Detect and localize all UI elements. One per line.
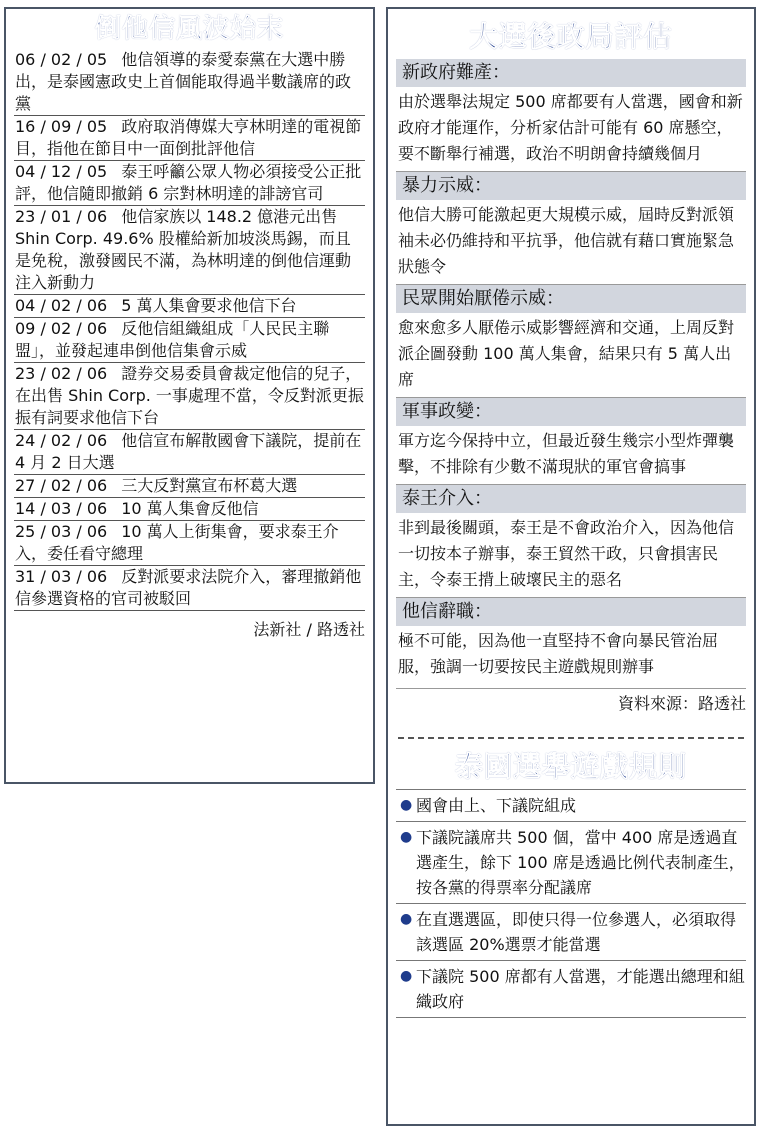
timeline-item (14, 363, 365, 430)
bullet-icon: ● (400, 968, 413, 984)
timeline-title: 倒他信風波始末 (94, 14, 284, 44)
timeline-date: 16 / 09 / 05 (15, 117, 108, 136)
rule-item (396, 822, 746, 904)
rule-item (396, 904, 746, 961)
assessment-panel (386, 7, 756, 1126)
assessment-title: 大選後政局評估 (469, 20, 673, 53)
timeline-date: 27 / 02 / 06 (15, 476, 108, 495)
timeline-text: 5 萬人集會要求他信下台 (121, 296, 297, 315)
assessment-section (396, 398, 746, 485)
timeline-item (14, 295, 365, 318)
timeline-date: 06 / 02 / 05 (15, 50, 108, 69)
rule-text: 在直選選區，即使只得一位參選人，必須取得該選區 20%選票才能當選 (416, 910, 737, 954)
bullet-icon: ● (400, 911, 413, 927)
rules-list (396, 789, 746, 1018)
rule-text: 下議院 500 席都有人當選，才能選出總理和組織政府 (416, 967, 745, 1011)
rules-title: 泰國選舉遊戲規則 (454, 750, 687, 783)
assessment-section (396, 598, 746, 684)
rule-text: 國會由上、下議院組成 (416, 796, 577, 815)
timeline-text: 反他信組織組成「人民民主聯盟」，並發起連串倒他信集會示威 (15, 319, 330, 360)
timeline-date: 25 / 03 / 06 (15, 522, 108, 541)
timeline-date: 04 / 02 / 06 (15, 296, 108, 315)
timeline-date: 31 / 03 / 06 (15, 567, 108, 586)
timeline-text: 10 萬人集會反他信 (121, 499, 259, 518)
section-heading: 泰王介入： (396, 485, 746, 513)
section-heading: 民眾開始厭倦示威： (396, 285, 746, 313)
section-body: 軍方迄今保持中立，但最近發生幾宗小型炸彈襲擊，不排除有少數不滿現狀的軍官會搞事 (396, 426, 746, 485)
timeline-item (14, 566, 365, 611)
timeline-item (14, 430, 365, 475)
timeline-text: 他信家族以 148.2 億港元出售 Shin Corp. 49.6% 股權給新加坡淡馬錫，而且是免稅，激發國民不滿，為林明達的倒他信運動注入新動力 (15, 207, 352, 292)
section-body: 由於選舉法規定 500 席都要有人當選，國會和新政府才能運作，分析家估計可能有 60 席懸空，要不斷舉行補選，政治不明朗會持續幾個月 (396, 87, 746, 172)
timeline-text: 證券交易委員會裁定他信的兒子，在出售 Shin Corp. 一事處理不當，令反對派更振振有詞要求他信下台 (15, 364, 364, 427)
section-body: 非到最後關頭，泰王是不會政治介入，因為他信一切按本子辦事，泰王貿然干政，只會損害民主，令泰王揹上破壞民主的惡名 (396, 513, 746, 598)
bullet-icon: ● (400, 797, 413, 813)
timeline-date: 24 / 02 / 06 (15, 431, 108, 450)
timeline-text: 10 萬人上街集會，要求泰王介入，委任看守總理 (15, 522, 339, 563)
section-heading: 暴力示威： (396, 172, 746, 200)
timeline-date: 14 / 03 / 06 (15, 499, 108, 518)
rule-item (396, 789, 746, 822)
section-body: 他信大勝可能激起更大規模示威，屆時反對派領袖未必仍維持和平抗爭，他信就有藉口實施緊急狀態令 (396, 200, 746, 285)
timeline-list (14, 49, 365, 611)
timeline-text: 他信領導的泰愛泰黨在大選中勝出，是泰國憲政史上首個能取得過半數議席的政黨 (15, 50, 352, 113)
rule-text: 下議院議席共 500 個，當中 400 席是透過直選產生，餘下 100 席是透過比例代表制產生，按各黨的得票率分配議席 (416, 828, 745, 897)
timeline-date: 09 / 02 / 06 (15, 319, 108, 338)
timeline-item (14, 498, 365, 521)
timeline-item (14, 116, 365, 161)
assessment-source: 資料來源：路透社 (396, 688, 746, 717)
section-heading: 軍事政變： (396, 398, 746, 426)
timeline-date: 23 / 01 / 06 (15, 207, 108, 226)
timeline-item (14, 161, 365, 206)
timeline-item (14, 521, 365, 566)
timeline-item (14, 49, 365, 116)
timeline-source: 法新社 / 路透社 (253, 620, 365, 639)
assessment-section (396, 172, 746, 285)
section-body: 愈來愈多人厭倦示威影響經濟和交通，上周反對派企圖發動 100 萬人集會，結果只有 5 萬人出席 (396, 313, 746, 398)
bullet-icon: ● (400, 829, 413, 845)
timeline-item (14, 206, 365, 295)
section-body: 極不可能，因為他一直堅持不會向暴民管治屈服，強調一切要按民主遊戲規則辦事 (398, 631, 719, 676)
timeline-panel (4, 7, 375, 784)
timeline-text: 他信宣布解散國會下議院，提前在 4 月 2 日大選 (15, 431, 362, 472)
assessment-section (396, 485, 746, 598)
timeline-item (14, 318, 365, 363)
timeline-text: 反對派要求法院介入，審理撤銷他信參選資格的官司被駁回 (15, 567, 362, 608)
assessment-section (396, 285, 746, 398)
section-heading: 新政府難產： (396, 59, 746, 87)
timeline-text: 泰王呼籲公眾人物必須接受公正批評，他信隨即撤銷 6 宗對林明達的誹謗官司 (15, 162, 362, 203)
timeline-date: 23 / 02 / 06 (15, 364, 108, 383)
timeline-text: 三大反對黨宣布杯葛大選 (121, 476, 298, 495)
rule-item (396, 961, 746, 1018)
timeline-date: 04 / 12 / 05 (15, 162, 108, 181)
assessment-section (396, 59, 746, 172)
timeline-item (14, 475, 365, 498)
timeline-text: 政府取消傳媒大亨林明達的電視節目，指他在節目中一面倒批評他信 (15, 117, 362, 158)
section-heading: 他信辭職： (396, 598, 746, 626)
